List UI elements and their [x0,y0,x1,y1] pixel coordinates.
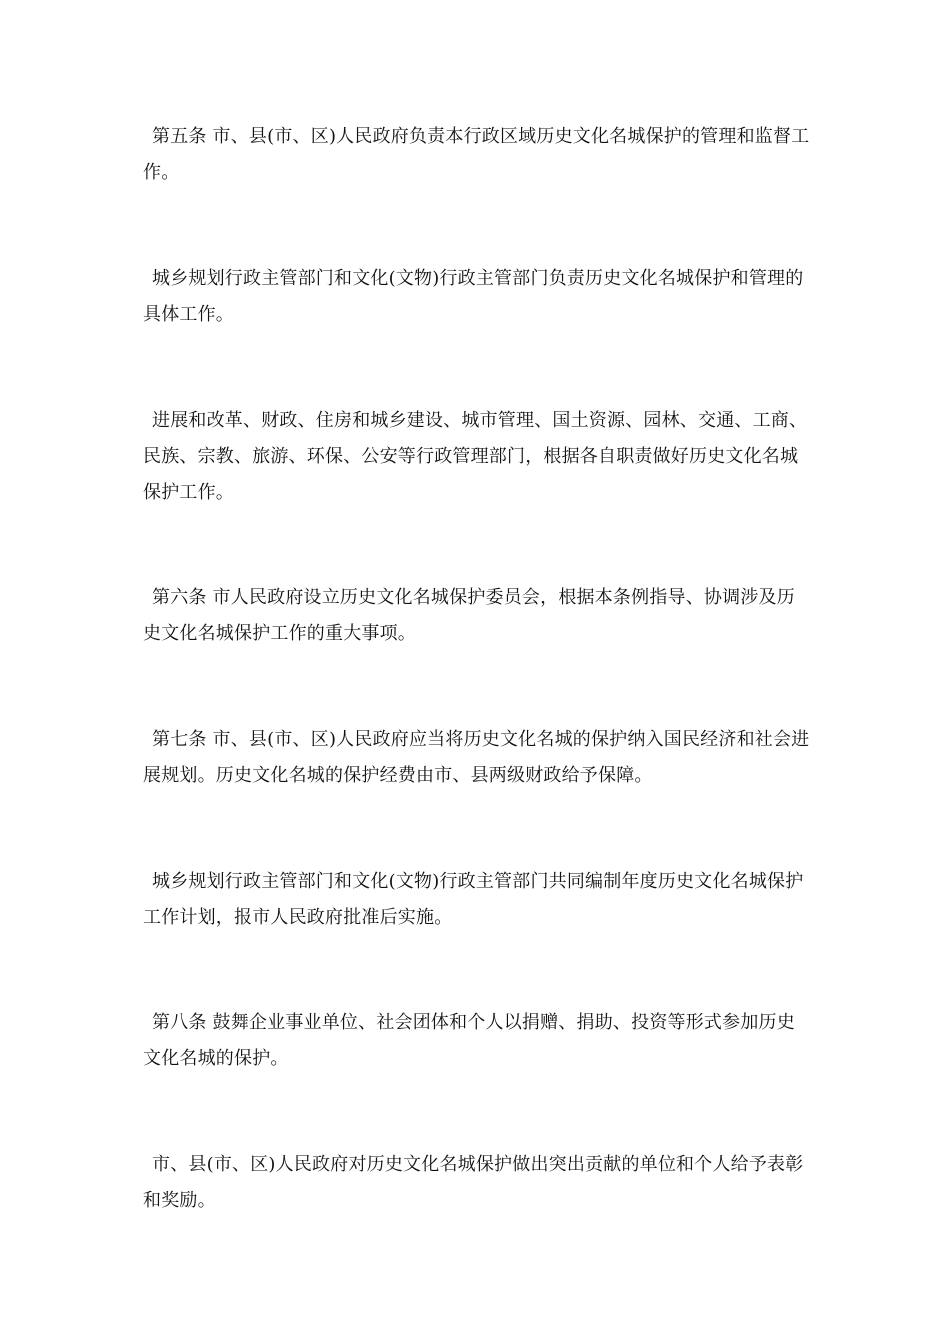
paragraph-administrative-departments: 进展和改革、财政、住房和城乡建设、城市管理、国土资源、园林、交通、工商、民族、宗教、旅游、环保、公安等行政管理部门，根据各自职责做好历史文化名城保护工作。 [143,410,808,503]
paragraph-article-8: 第八条 鼓舞企业事业单位、社会团体和个人以捐赠、捐助、投资等形式参加历史文化名城的保护。 [143,1012,795,1069]
paragraph-article-7: 第七条 市、县(市、区)人民政府应当将历史文化名城的保护纳入国民经济和社会进展规划。历史文化名城的保护经费由市、县两级财政给予保障。 [143,729,810,786]
paragraph-annual-plan: 城乡规划行政主管部门和文化(文物)行政主管部门共同编制年度历史文化名城保护工作计划，报市人民政府批准后实施。 [143,871,804,928]
paragraph-article-6: 第六条 市人民政府设立历史文化名城保护委员会，根据本条例指导、协调涉及历史文化名城保护工作的重大事项。 [143,587,795,644]
paragraph-rewards: 市、县(市、区)人民政府对历史文化名城保护做出突出贡献的单位和个人给予表彰和奖励。 [143,1154,804,1211]
paragraph-planning-departments: 城乡规划行政主管部门和文化(文物)行政主管部门负责历史文化名城保护和管理的具体工作。 [143,268,804,325]
paragraph-article-5: 第五条 市、县(市、区)人民政府负责本行政区域历史文化名城保护的管理和监督工作。 [143,126,810,183]
